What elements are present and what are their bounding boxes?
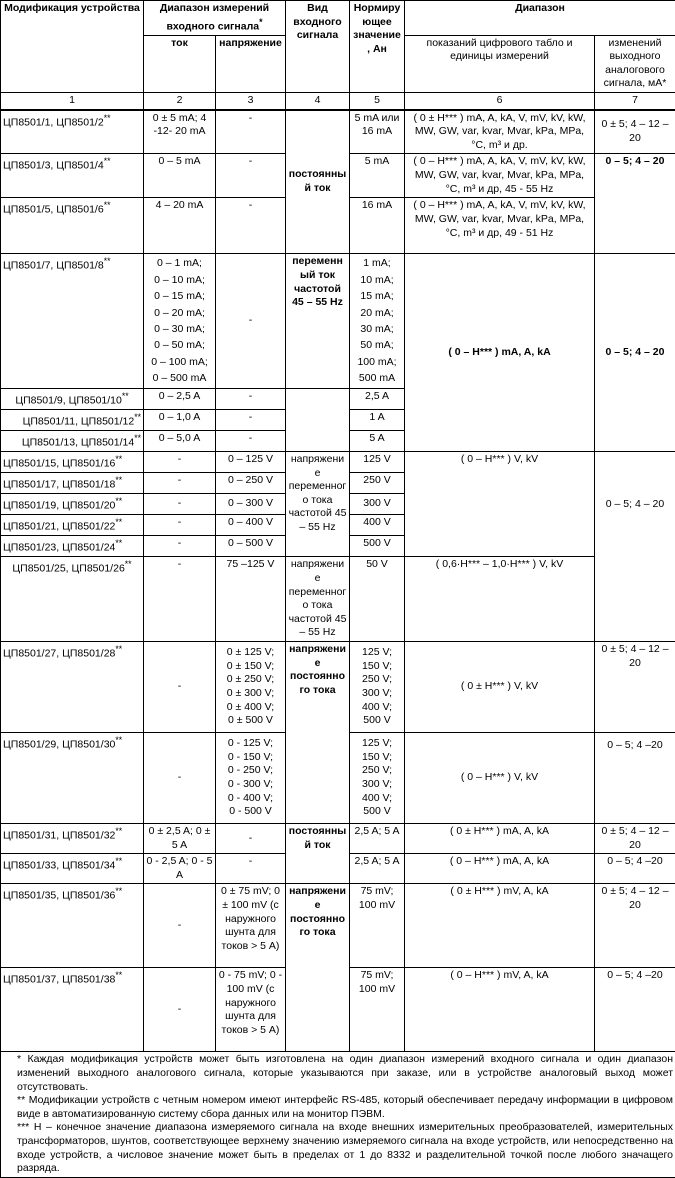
current-range: - — [144, 515, 216, 536]
header-modification: Модификация устройства — [1, 1, 144, 93]
display-range: ( 0 ± Н*** ) mA, A, kA, V, mV, kV, kW, MW, GW, var, kvar, Mvar, kPa, MPa, °С, m³ и др. — [405, 110, 595, 154]
footnote-2: ** Модификации устройств с четным номером имеют интерфейс RS-485, который обеспечивает передачу информации в цифровом виде в автоматизированную систему сбора данных или на монитор ПЭВМ. — [3, 1094, 673, 1121]
normalizing-value: 2,5 A — [350, 388, 405, 409]
normalizing-value: 2,5 A; 5 A — [350, 824, 405, 854]
voltage-range: - — [216, 824, 286, 854]
display-range: ( 0 – Н*** ) V, kV — [405, 451, 595, 556]
normalizing-value: 125 V; 150 V; 250 V; 300 V; 400 V; 500 V — [350, 733, 405, 824]
footnote-3: *** Н – конечное значение диапазона измеряемого сигнала на входе внешних измерительных преобразователей, измерительных трансформаторов, шунтов, соответствующее верхнему значению измеряемого сигнала на входе устройств, или непосредственно на входе устройств, а числовое значение может быть в пределах от 1 до 8332 и разделительной точкой после любого значащего разряда. — [3, 1121, 673, 1175]
normalizing-value: 75 mV; 100 mV — [350, 968, 405, 1052]
current-range: - — [144, 733, 216, 824]
normalizing-value: 5 mA или 16 mA — [350, 110, 405, 154]
normalizing-value: 125 V; 150 V; 250 V; 300 V; 400 V; 500 V — [350, 642, 405, 733]
output-range: 0 – 5; 4 –20 — [595, 968, 675, 1052]
signal-type: постоянный ток — [286, 824, 350, 884]
voltage-range: - — [216, 198, 286, 254]
normalizing-value: 1 mA; 10 mA; 15 mA; 20 mA; 30 mA; 50 mA; 100 mA; 500 mA — [350, 254, 405, 388]
signal-type: постоянный ток — [286, 110, 350, 254]
header-normalizing: Нормирующее значение, Ан — [350, 1, 405, 93]
footnote-1: * Каждая модификация устройств может быть изготовлена на один диапазон измерений входного сигнала и один диапазон изменений выходного аналогового сигнала, которые указываются при заказе, или в устройстве аналоговый выход может отсутствовать. — [3, 1053, 673, 1094]
table-row — [1, 884, 675, 968]
output-range: 0 – 5; 4 – 20 — [595, 154, 675, 254]
output-range: 0 – 5; 4 –20 — [595, 854, 675, 884]
voltage-range: - — [216, 254, 286, 388]
normalizing-value: 2,5 A; 5 A — [350, 854, 405, 884]
output-range: 0 – 5; 4 – 20 — [595, 254, 675, 452]
header-signal-type: Вид входного сигнала — [286, 1, 350, 93]
normalizing-value: 400 V — [350, 515, 405, 536]
mod-cell: ЦП8501/9, ЦП8501/10** — [1, 388, 144, 409]
display-range: ( 0 – Н*** ) mA, A, kA — [405, 854, 595, 884]
voltage-range: 0 – 500 V — [216, 536, 286, 557]
voltage-range: 0 ± 125 V; 0 ± 150 V; 0 ± 250 V; 0 ± 300 V; 0 ± 400 V; 0 ± 500 V — [216, 642, 286, 733]
display-range: ( 0 – Н*** ) mA, A, kA, V, mV, kV, kW, MW, GW, var, kvar, Mvar, kPa, MPa, °С, m³ и др, 49 - 51 Hz — [405, 198, 595, 254]
table-row — [1, 642, 675, 733]
normalizing-value: 300 V — [350, 494, 405, 515]
normalizing-value: 1 A — [350, 409, 405, 430]
table-row — [1, 451, 675, 472]
header-range: Диапазон измерений входного сигнала* — [144, 1, 286, 36]
mod-cell: ЦП8501/15, ЦП8501/16** — [1, 451, 144, 472]
voltage-range: 0 – 250 V — [216, 473, 286, 494]
current-range: 0 – 1 mA; 0 – 10 mA; 0 – 15 mA; 0 – 20 mA; 0 – 30 mA; 0 – 50 mA; 0 – 100 mA; 0 – 500 mA — [144, 254, 216, 388]
mod-cell: ЦП8501/1, ЦП8501/2** — [1, 110, 144, 154]
display-range: ( 0 ± Н*** ) mV, A, kA — [405, 884, 595, 968]
current-range: 0 ± 5 mA; 4 -12- 20 mA — [144, 110, 216, 154]
signal-type: напряжение постоянного тока — [286, 642, 350, 824]
normalizing-value: 5 A — [350, 430, 405, 451]
voltage-range: 0 ± 75 mV; 0 ± 100 mV (с наружного шунта для токов > 5 А) — [216, 884, 286, 968]
voltage-range: - — [216, 110, 286, 154]
footnotes — [1, 1052, 675, 1177]
mod-cell: ЦП8501/21, ЦП8501/22** — [1, 515, 144, 536]
display-range: ( 0 – Н*** ) V, kV — [405, 733, 595, 824]
voltage-range: 0 - 75 mV; 0 - 100 mV (с наружного шунта для токов > 5 А) — [216, 968, 286, 1052]
display-range: ( 0 – Н*** ) mA, A, kA, V, mV, kV, kW, MW, GW, var, kvar, Mvar, kPa, MPa, °С, m³ и др, 45 - 55 Hz — [405, 154, 595, 198]
current-range: - — [144, 494, 216, 515]
current-range: - — [144, 451, 216, 472]
header-voltage: напряжение — [216, 35, 286, 92]
col-num-4: 4 — [286, 93, 350, 110]
col-num-5: 5 — [350, 93, 405, 110]
current-range: 0 – 1,0 A — [144, 409, 216, 430]
signal-type: напряжение постоянного тока — [286, 884, 350, 1052]
voltage-range: - — [216, 154, 286, 198]
normalizing-value: 75 mV; 100 mV — [350, 884, 405, 968]
mod-cell: ЦП8501/19, ЦП8501/20** — [1, 494, 144, 515]
voltage-range: - — [216, 430, 286, 451]
col-num-3: 3 — [216, 93, 286, 110]
header-current: ток — [144, 35, 216, 92]
voltage-range: 0 – 300 V — [216, 494, 286, 515]
header-range-group: Диапазон — [405, 1, 675, 36]
current-range: 0 ± 2,5 A; 0 ± 5 A — [144, 824, 216, 854]
output-range: 0 ± 5; 4 – 12 – 20 — [595, 642, 675, 733]
footnotes-row — [1, 1052, 675, 1177]
voltage-range: - — [216, 388, 286, 409]
mod-cell: ЦП8501/35, ЦП8501/36** — [1, 884, 144, 968]
table-row — [1, 254, 675, 388]
signal-type: переменный ток частотой 45 – 55 Hz — [286, 254, 350, 388]
voltage-range: 0 - 125 V; 0 - 150 V; 0 - 250 V; 0 - 300 V; 0 - 400 V; 0 - 500 V — [216, 733, 286, 824]
current-range: 0 – 2,5 A — [144, 388, 216, 409]
table-row — [1, 824, 675, 854]
current-range: 0 – 5 mA — [144, 154, 216, 198]
voltage-range: 0 – 125 V — [216, 451, 286, 472]
col-num-6: 6 — [405, 93, 595, 110]
current-range: 0 – 5,0 A — [144, 430, 216, 451]
mod-cell: ЦП8501/13, ЦП8501/14** — [1, 430, 144, 451]
output-range: 0 – 5; 4 –20 — [595, 733, 675, 824]
mod-cell: ЦП8501/23, ЦП8501/24** — [1, 536, 144, 557]
current-range: - — [144, 536, 216, 557]
normalizing-value: 500 V — [350, 536, 405, 557]
current-range: 0 - 2,5 A; 0 - 5 A — [144, 854, 216, 884]
voltage-range: - — [216, 409, 286, 430]
signal-type-empty — [286, 388, 350, 451]
normalizing-value: 250 V — [350, 473, 405, 494]
output-range: 0 ± 5; 4 – 12 – 20 — [595, 110, 675, 154]
mod-cell: ЦП8501/5, ЦП8501/6** — [1, 198, 144, 254]
mod-cell: ЦП8501/11, ЦП8501/12** — [1, 409, 144, 430]
normalizing-value: 125 V — [350, 451, 405, 472]
current-range: - — [144, 557, 216, 642]
mod-cell: ЦП8501/17, ЦП8501/18** — [1, 473, 144, 494]
mod-cell: ЦП8501/31, ЦП8501/32** — [1, 824, 144, 854]
normalizing-value: 5 mA — [350, 154, 405, 198]
mod-cell: ЦП8501/3, ЦП8501/4** — [1, 154, 144, 198]
signal-type: напряжение переменного тока частотой 45 – 55 Hz — [286, 557, 350, 642]
current-range: - — [144, 473, 216, 494]
mod-cell: ЦП8501/29, ЦП8501/30** — [1, 733, 144, 824]
header-display: показаний цифрового табло и единицы измерений — [405, 35, 595, 92]
display-range: ( 0 – Н*** ) mA, A, kA — [405, 254, 595, 452]
output-range: 0 ± 5; 4 – 12 – 20 — [595, 884, 675, 968]
display-range: ( 0 – Н*** ) mV, A, kA — [405, 968, 595, 1052]
output-range: 0 – 5; 4 – 20 — [595, 451, 675, 641]
current-range: - — [144, 968, 216, 1052]
mod-cell: ЦП8501/33, ЦП8501/34** — [1, 854, 144, 884]
header-output: изменений выходного аналогового сигнала, мА* — [595, 35, 675, 92]
col-num-2: 2 — [144, 93, 216, 110]
table-row — [1, 557, 675, 642]
mod-cell: ЦП8501/25, ЦП8501/26** — [1, 557, 144, 642]
current-range: 4 – 20 mA — [144, 198, 216, 254]
output-range: 0 ± 5; 4 – 12 – 20 — [595, 824, 675, 854]
current-range: - — [144, 884, 216, 968]
col-num-1: 1 — [1, 93, 144, 110]
table-row — [1, 110, 675, 154]
voltage-range: - — [216, 854, 286, 884]
mod-cell: ЦП8501/27, ЦП8501/28** — [1, 642, 144, 733]
normalizing-value: 16 mA — [350, 198, 405, 254]
display-range: ( 0 ± Н*** ) V, kV — [405, 642, 595, 733]
normalizing-value: 50 V — [350, 557, 405, 642]
mod-cell: ЦП8501/37, ЦП8501/38** — [1, 968, 144, 1052]
signal-type: напряжение переменного тока частотой 45 – 55 Hz — [286, 451, 350, 556]
voltage-range: 75 –125 V — [216, 557, 286, 642]
voltage-range: 0 – 400 V — [216, 515, 286, 536]
display-range: ( 0,6·Н*** – 1,0·Н*** ) V, kV — [405, 557, 595, 642]
mod-cell: ЦП8501/7, ЦП8501/8** — [1, 254, 144, 388]
col-num-7: 7 — [595, 93, 675, 110]
current-range: - — [144, 642, 216, 733]
display-range: ( 0 ± Н*** ) mA, A, kA — [405, 824, 595, 854]
